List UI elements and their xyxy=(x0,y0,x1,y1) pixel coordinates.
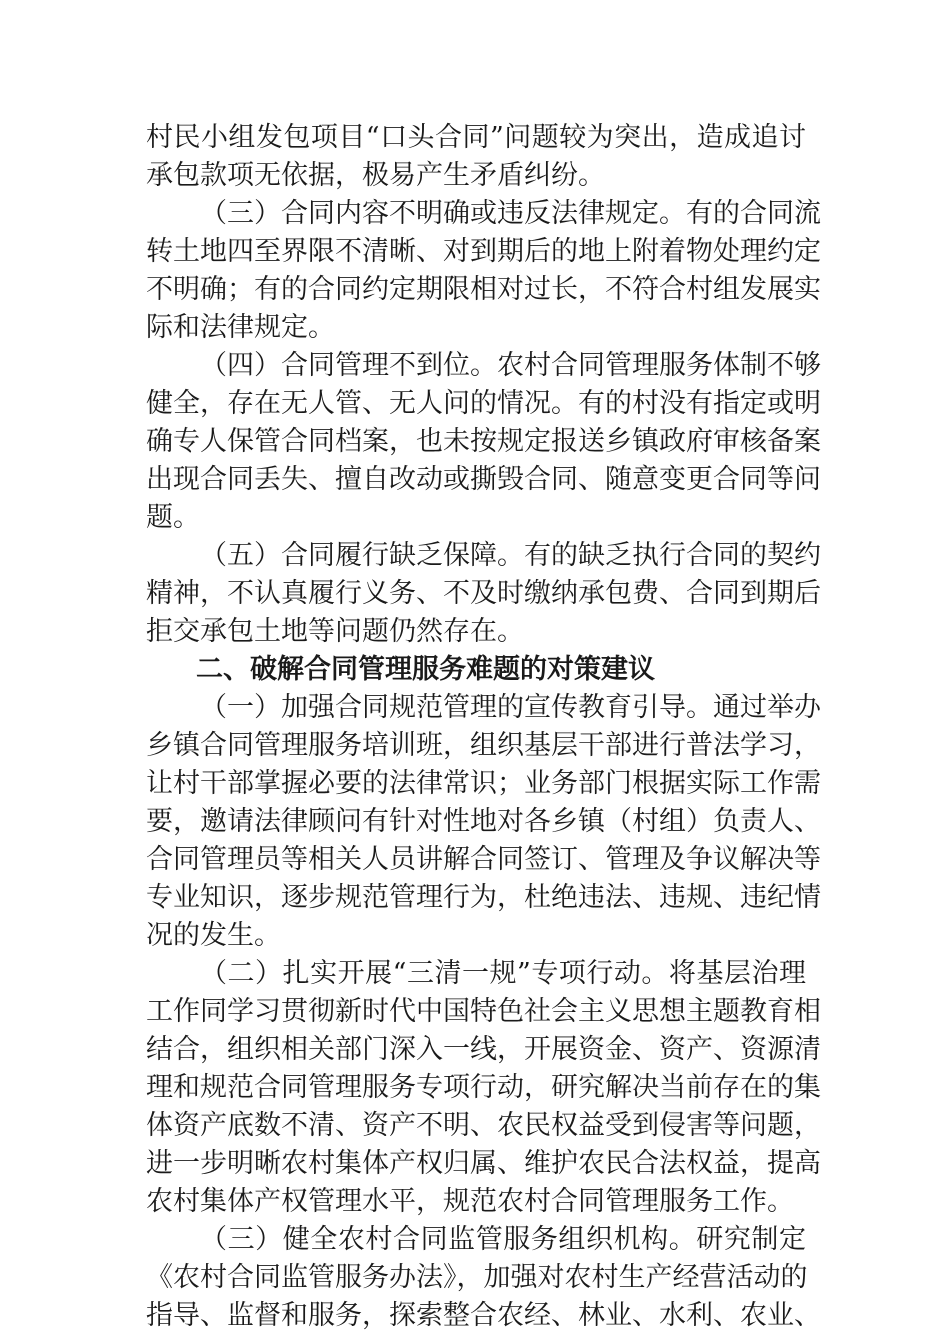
section-line: （一）加强合同规范管理的宣传教育引导。通过举办 xyxy=(200,692,821,723)
body-line: 转土地四至界限不清晰、对到期后的地上附着物处理约定 xyxy=(146,236,821,267)
section-heading: 二、破解合同管理服务难题的对策建议 xyxy=(196,654,655,685)
body-line: 承包款项无依据，极易产生矛盾纠纷。 xyxy=(146,160,605,191)
section-line: （五）合同履行缺乏保障。有的缺乏执行合同的契约 xyxy=(200,540,821,571)
body-line: 工作同学习贯彻新时代中国特色社会主义思想主题教育相 xyxy=(146,996,821,1027)
body-line: 农村集体产权管理水平，规范农村合同管理服务工作。 xyxy=(146,1186,794,1217)
body-line: 《农村合同监管服务办法》，加强对农村生产经营活动的 xyxy=(146,1262,808,1293)
body-line: 合同管理员等相关人员讲解合同签订、管理及争议解决等 xyxy=(146,844,821,875)
section-line: （四）合同管理不到位。农村合同管理服务体制不够 xyxy=(200,350,821,381)
body-line: 让村干部掌握必要的法律常识；业务部门根据实际工作需 xyxy=(146,768,821,799)
body-line: 要，邀请法律顾问有针对性地对各乡镇（村组）负责人、 xyxy=(146,806,821,837)
body-line: 结合，组织相关部门深入一线，开展资金、资产、资源清 xyxy=(146,1034,821,1065)
body-line: 理和规范合同管理服务专项行动，研究解决当前存在的集 xyxy=(146,1072,821,1103)
body-line: 村民小组发包项目“口头合同”问题较为突出，造成追讨 xyxy=(146,122,806,153)
body-line: 健全，存在无人管、无人问的情况。有的村没有指定或明 xyxy=(146,388,821,419)
body-line: 拒交承包土地等问题仍然存在。 xyxy=(146,616,524,647)
section-line: （二）扎实开展“三清一规”专项行动。将基层治理 xyxy=(200,958,806,989)
body-line: 确专人保管合同档案，也未按规定报送乡镇政府审核备案 xyxy=(146,426,821,457)
body-line: 精神，不认真履行义务、不及时缴纳承包费、合同到期后 xyxy=(146,578,821,609)
body-line: 专业知识，逐步规范管理行为，杜绝违法、违规、违纪情 xyxy=(146,882,821,913)
body-line: 指导、监督和服务，探索整合农经、林业、水利、农业、 xyxy=(146,1300,821,1331)
body-line: 进一步明晰农村集体产权归属、维护农民合法权益，提高 xyxy=(146,1148,821,1179)
section-line: （三）健全农村合同监管服务组织机构。研究制定 xyxy=(200,1224,806,1255)
body-line: 体资产底数不清、资产不明、农民权益受到侵害等问题， xyxy=(146,1110,821,1141)
body-line: 际和法律规定。 xyxy=(146,312,335,343)
body-line: 况的发生。 xyxy=(146,920,281,951)
body-line: 不明确；有的合同约定期限相对过长，不符合村组发展实 xyxy=(146,274,821,305)
body-line: 乡镇合同管理服务培训班，组织基层干部进行普法学习， xyxy=(146,730,821,761)
body-line: 题。 xyxy=(146,502,200,533)
section-line: （三）合同内容不明确或违反法律规定。有的合同流 xyxy=(200,198,821,229)
body-line: 出现合同丢失、擅自改动或撕毁合同、随意变更合同等问 xyxy=(146,464,821,495)
